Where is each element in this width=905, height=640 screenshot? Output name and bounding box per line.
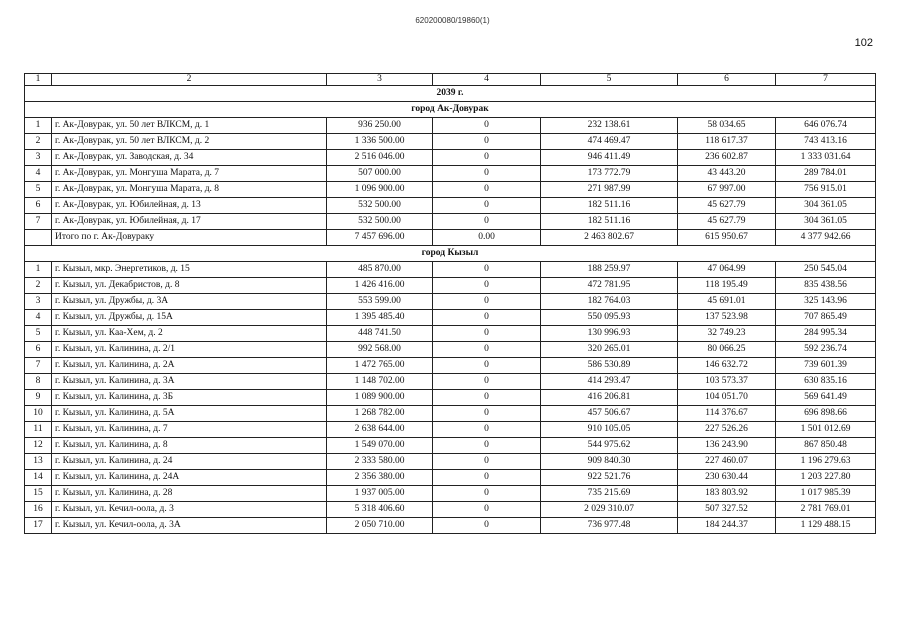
table-cell: г. Кызыл, ул. Кечил-оола, д. 3 — [52, 502, 327, 518]
table-row — [25, 422, 876, 438]
table-cell: 0 — [433, 182, 541, 198]
column-number-row — [25, 74, 876, 86]
table-row — [25, 358, 876, 374]
column-number-cell: 3 — [327, 74, 433, 86]
table-cell: 569 641.49 — [776, 390, 876, 406]
table-cell: 2 638 644.00 — [327, 422, 433, 438]
table-cell: 16 — [25, 502, 52, 518]
table-cell: г. Кызыл, ул. Дружбы, д. 3А — [52, 294, 327, 310]
table-cell: 182 764.03 — [541, 294, 678, 310]
total-row — [25, 230, 876, 246]
table-cell: 532 500.00 — [327, 198, 433, 214]
table-cell: 146 632.72 — [678, 358, 776, 374]
table-row — [25, 502, 876, 518]
table-row — [25, 150, 876, 166]
table-cell: 1 268 782.00 — [327, 406, 433, 422]
table-cell: 909 840.30 — [541, 454, 678, 470]
column-number-cell: 4 — [433, 74, 541, 86]
table-cell: 0 — [433, 422, 541, 438]
table-cell: 7 — [25, 358, 52, 374]
table-cell: г. Ак-Довурак, ул. Юбилейная, д. 13 — [52, 198, 327, 214]
table-cell: г. Кызыл, ул. Калинина, д. 5А — [52, 406, 327, 422]
table-cell: 45 691.01 — [678, 294, 776, 310]
table-cell: 0 — [433, 118, 541, 134]
table-cell: 184 244.37 — [678, 518, 776, 534]
table-row — [25, 518, 876, 534]
table-cell: 936 250.00 — [327, 118, 433, 134]
table-cell: 922 521.76 — [541, 470, 678, 486]
table-cell: 2 — [25, 278, 52, 294]
document-id: 620200080/19860(1) — [415, 16, 490, 25]
total-cell: Итого по г. Ак-Довураку — [52, 230, 327, 246]
table-cell: 236 602.87 — [678, 150, 776, 166]
table-cell: 1 549 070.00 — [327, 438, 433, 454]
table-cell: г. Кызыл, ул. Декабристов, д. 8 — [52, 278, 327, 294]
column-number-cell: 1 — [25, 74, 52, 86]
table-cell: 250 545.04 — [776, 262, 876, 278]
table-cell: 739 601.39 — [776, 358, 876, 374]
table-cell: 0 — [433, 326, 541, 342]
table-cell: 12 — [25, 438, 52, 454]
table-cell: 835 438.56 — [776, 278, 876, 294]
table-cell: 1 129 488.15 — [776, 518, 876, 534]
table-cell: 0 — [433, 150, 541, 166]
table-cell: 0 — [433, 134, 541, 150]
table-cell: г. Ак-Довурак, ул. Монгуша Марата, д. 7 — [52, 166, 327, 182]
table-cell: 4 — [25, 310, 52, 326]
table-cell: 1 089 900.00 — [327, 390, 433, 406]
column-number-cell: 7 — [776, 74, 876, 86]
table-cell: 0 — [433, 470, 541, 486]
year-heading: 2039 г. — [25, 86, 876, 102]
table-cell: 532 500.00 — [327, 214, 433, 230]
table-cell: 188 259.97 — [541, 262, 678, 278]
table-cell: 474 469.47 — [541, 134, 678, 150]
table-cell: 0 — [433, 358, 541, 374]
table-body — [25, 74, 876, 534]
column-number-cell: 6 — [678, 74, 776, 86]
table-cell: г. Ак-Довурак, ул. 50 лет ВЛКСМ, д. 2 — [52, 134, 327, 150]
table-cell: 707 865.49 — [776, 310, 876, 326]
table-cell: 114 376.67 — [678, 406, 776, 422]
table-cell: 756 915.01 — [776, 182, 876, 198]
table-cell: 8 — [25, 374, 52, 390]
table-cell: 47 064.99 — [678, 262, 776, 278]
table-cell: 4 — [25, 166, 52, 182]
table-cell: 118 195.49 — [678, 278, 776, 294]
table-cell: 0 — [433, 518, 541, 534]
table-cell: 5 — [25, 182, 52, 198]
table-cell: 867 850.48 — [776, 438, 876, 454]
table-cell: 1 — [25, 262, 52, 278]
column-number-cell: 5 — [541, 74, 678, 86]
table-cell: г. Ак-Довурак, ул. 50 лет ВЛКСМ, д. 1 — [52, 118, 327, 134]
table-row — [25, 326, 876, 342]
table-cell: 696 898.66 — [776, 406, 876, 422]
table-cell: г. Кызыл, ул. Калинина, д. 3А — [52, 374, 327, 390]
table-cell: 5 318 406.60 — [327, 502, 433, 518]
total-cell: 615 950.67 — [678, 230, 776, 246]
table-cell: г. Кызыл, ул. Калинина, д. 24А — [52, 470, 327, 486]
table-cell: 13 — [25, 454, 52, 470]
table-row — [25, 262, 876, 278]
table-cell: 0 — [433, 438, 541, 454]
section-heading-row — [25, 246, 876, 262]
section-title: город Ак-Довурак — [25, 102, 876, 118]
table-cell: 130 996.93 — [541, 326, 678, 342]
table-cell: 183 803.92 — [678, 486, 776, 502]
table-row — [25, 198, 876, 214]
table-cell: 304 361.05 — [776, 198, 876, 214]
total-cell — [25, 230, 52, 246]
table-cell: 0 — [433, 454, 541, 470]
table-cell: 67 997.00 — [678, 182, 776, 198]
table-cell: г. Кызыл, ул. Калинина, д. 2А — [52, 358, 327, 374]
table-cell: 472 781.95 — [541, 278, 678, 294]
table-cell: 2 781 769.01 — [776, 502, 876, 518]
table-cell: 0 — [433, 486, 541, 502]
table-cell: 7 — [25, 214, 52, 230]
table-cell: 0 — [433, 198, 541, 214]
table-cell: 485 870.00 — [327, 262, 433, 278]
table-row — [25, 214, 876, 230]
table-cell: 58 034.65 — [678, 118, 776, 134]
table-cell: 2 356 380.00 — [327, 470, 433, 486]
table-cell: 586 530.89 — [541, 358, 678, 374]
table-cell: 1 426 416.00 — [327, 278, 433, 294]
table-cell: 182 511.16 — [541, 214, 678, 230]
table-cell: 743 413.16 — [776, 134, 876, 150]
table-cell: 457 506.67 — [541, 406, 678, 422]
table-cell: 0 — [433, 406, 541, 422]
table-cell: г. Кызыл, ул. Калинина, д. 8 — [52, 438, 327, 454]
table-cell: 304 361.05 — [776, 214, 876, 230]
table-cell: 0 — [433, 214, 541, 230]
table-cell: 6 — [25, 342, 52, 358]
section-title: город Кызыл — [25, 246, 876, 262]
table-row — [25, 278, 876, 294]
table-cell: 15 — [25, 486, 52, 502]
table-cell: 1 096 900.00 — [327, 182, 433, 198]
table-cell: 0 — [433, 310, 541, 326]
table-cell: 9 — [25, 390, 52, 406]
table-cell: г. Кызыл, мкр. Энергетиков, д. 15 — [52, 262, 327, 278]
table-cell: г. Кызыл, ул. Калинина, д. 3Б — [52, 390, 327, 406]
table-cell: 910 105.05 — [541, 422, 678, 438]
table-cell: 227 526.26 — [678, 422, 776, 438]
table-cell: г. Кызыл, ул. Дружбы, д. 15А — [52, 310, 327, 326]
table-cell: 1 203 227.80 — [776, 470, 876, 486]
table-row — [25, 166, 876, 182]
table-row — [25, 486, 876, 502]
table-cell: 80 066.25 — [678, 342, 776, 358]
table-cell: 5 — [25, 326, 52, 342]
table-row — [25, 310, 876, 326]
table-cell: 0 — [433, 390, 541, 406]
table-cell: 0 — [433, 262, 541, 278]
table-cell: 45 627.79 — [678, 214, 776, 230]
total-cell: 2 463 802.67 — [541, 230, 678, 246]
table-cell: 735 215.69 — [541, 486, 678, 502]
table-cell: г. Ак-Довурак, ул. Заводская, д. 34 — [52, 150, 327, 166]
table-cell: 227 460.07 — [678, 454, 776, 470]
table-cell: г. Ак-Довурак, ул. Юбилейная, д. 17 — [52, 214, 327, 230]
table-cell: 2 333 580.00 — [327, 454, 433, 470]
table-cell: 230 630.44 — [678, 470, 776, 486]
table-cell: 1 — [25, 118, 52, 134]
table-cell: 0 — [433, 374, 541, 390]
table-row — [25, 438, 876, 454]
table-cell: 325 143.96 — [776, 294, 876, 310]
table-cell: 137 523.98 — [678, 310, 776, 326]
table-cell: 507 327.52 — [678, 502, 776, 518]
page-number: 102 — [854, 37, 873, 49]
table-row — [25, 454, 876, 470]
table-cell: 1 501 012.69 — [776, 422, 876, 438]
table-cell: 1 148 702.00 — [327, 374, 433, 390]
table-cell: 104 051.70 — [678, 390, 776, 406]
table-cell: г. Кызыл, ул. Калинина, д. 28 — [52, 486, 327, 502]
table-row — [25, 406, 876, 422]
table-cell: 6 — [25, 198, 52, 214]
table-cell: г. Кызыл, ул. Кечил-оола, д. 3А — [52, 518, 327, 534]
table-cell: 10 — [25, 406, 52, 422]
total-cell: 4 377 942.66 — [776, 230, 876, 246]
table-row — [25, 118, 876, 134]
table-cell: 1 395 485.40 — [327, 310, 433, 326]
table-cell: г. Кызыл, ул. Калинина, д. 24 — [52, 454, 327, 470]
table-cell: г. Кызыл, ул. Калинина, д. 7 — [52, 422, 327, 438]
table-cell: 414 293.47 — [541, 374, 678, 390]
table-cell: 1 336 500.00 — [327, 134, 433, 150]
table-row — [25, 134, 876, 150]
table-cell: 2 029 310.07 — [541, 502, 678, 518]
table-row — [25, 342, 876, 358]
table-cell: 284 995.34 — [776, 326, 876, 342]
table-cell: 1 472 765.00 — [327, 358, 433, 374]
table-row — [25, 182, 876, 198]
table-cell: 103 573.37 — [678, 374, 776, 390]
table-cell: 320 265.01 — [541, 342, 678, 358]
table-cell: 448 741.50 — [327, 326, 433, 342]
table-cell: г. Кызыл, ул. Каа-Хем, д. 2 — [52, 326, 327, 342]
table-cell: 736 977.48 — [541, 518, 678, 534]
table-cell: 0 — [433, 342, 541, 358]
table-cell: 289 784.01 — [776, 166, 876, 182]
table-cell: 182 511.16 — [541, 198, 678, 214]
table-row — [25, 374, 876, 390]
table-cell: 592 236.74 — [776, 342, 876, 358]
table-cell: 271 987.99 — [541, 182, 678, 198]
table-cell: г. Ак-Довурак, ул. Монгуша Марата, д. 8 — [52, 182, 327, 198]
table-cell: 1 196 279.63 — [776, 454, 876, 470]
table-cell: 3 — [25, 294, 52, 310]
table-cell: 0 — [433, 278, 541, 294]
table-cell: 173 772.79 — [541, 166, 678, 182]
year-row — [25, 86, 876, 102]
table-cell: 550 095.93 — [541, 310, 678, 326]
table-cell: 45 627.79 — [678, 198, 776, 214]
table-cell: 946 411.49 — [541, 150, 678, 166]
table-cell: 17 — [25, 518, 52, 534]
table-cell: 43 443.20 — [678, 166, 776, 182]
table-cell: г. Кызыл, ул. Калинина, д. 2/1 — [52, 342, 327, 358]
total-cell: 0.00 — [433, 230, 541, 246]
table-cell: 2 050 710.00 — [327, 518, 433, 534]
table-cell: 3 — [25, 150, 52, 166]
table-cell: 630 835.16 — [776, 374, 876, 390]
table-cell: 0 — [433, 502, 541, 518]
table-cell: 992 568.00 — [327, 342, 433, 358]
section-heading-row — [25, 102, 876, 118]
table-cell: 2 516 046.00 — [327, 150, 433, 166]
table-row — [25, 294, 876, 310]
table-cell: 0 — [433, 294, 541, 310]
table-cell: 11 — [25, 422, 52, 438]
table-cell: 1 937 005.00 — [327, 486, 433, 502]
table-cell: 136 243.90 — [678, 438, 776, 454]
total-cell: 7 457 696.00 — [327, 230, 433, 246]
table-cell: 646 076.74 — [776, 118, 876, 134]
table-cell: 544 975.62 — [541, 438, 678, 454]
table-cell: 14 — [25, 470, 52, 486]
table-cell: 553 599.00 — [327, 294, 433, 310]
table-cell: 0 — [433, 166, 541, 182]
table-cell: 32 749.23 — [678, 326, 776, 342]
table-cell: 232 138.61 — [541, 118, 678, 134]
table-cell: 1 017 985.39 — [776, 486, 876, 502]
table-cell: 2 — [25, 134, 52, 150]
table-cell: 507 000.00 — [327, 166, 433, 182]
column-number-cell: 2 — [52, 74, 327, 86]
table-cell: 416 206.81 — [541, 390, 678, 406]
table-row — [25, 390, 876, 406]
table-cell: 1 333 031.64 — [776, 150, 876, 166]
table-cell: 118 617.37 — [678, 134, 776, 150]
table-row — [25, 470, 876, 486]
budget-table — [24, 73, 876, 534]
